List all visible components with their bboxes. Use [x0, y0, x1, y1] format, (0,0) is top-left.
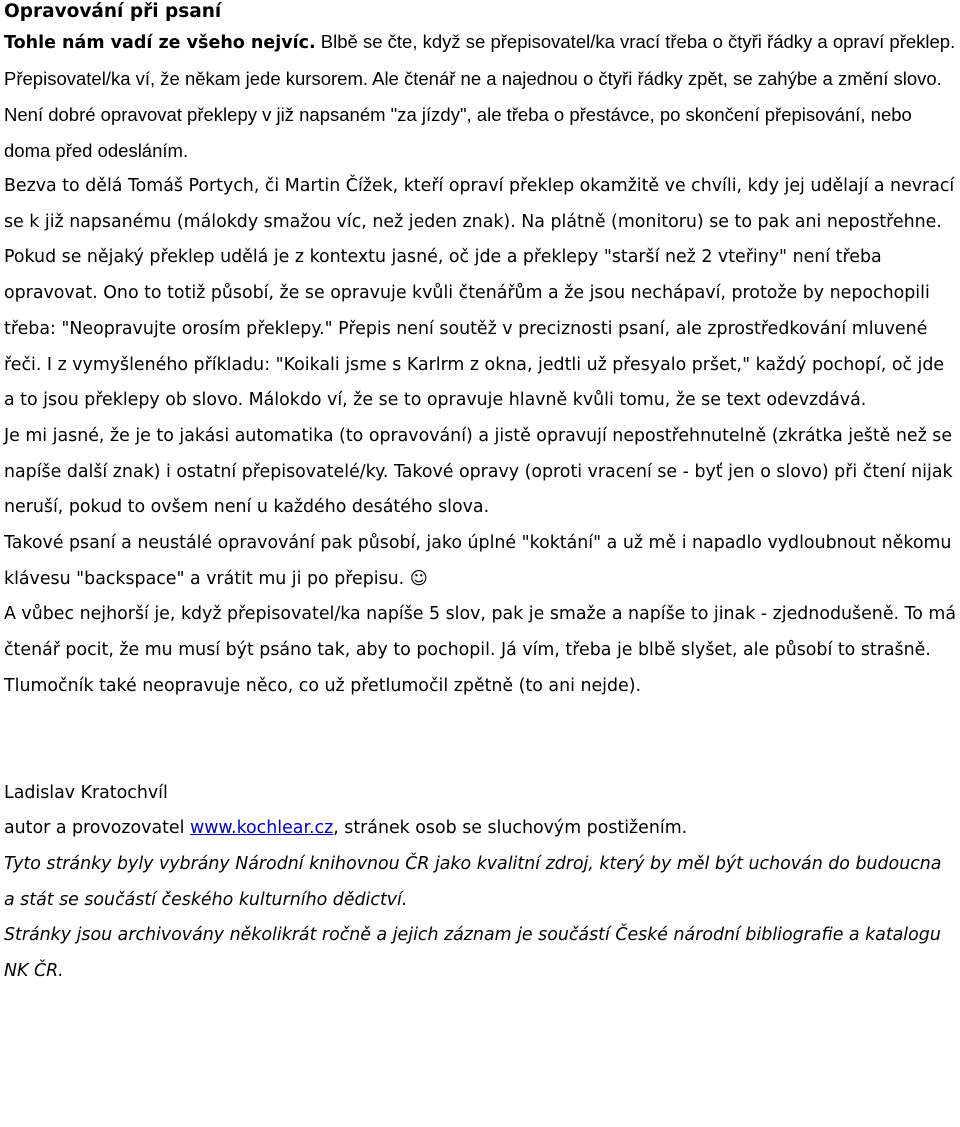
paragraph-5: A vůbec nejhorší je, když přepisovatel/ka napíše 5 slov, pak je smaže a napíše to jinak - zjednodušeně. To má čtenář pocit, že mu musí být psáno tak, aby to pochopil. Já vím, třeba je blbě slyšet, ale působí to strašně. Tlumočník také neopravuje něco, co už přetlumočil zpětně (to ani nejde).: [4, 604, 956, 696]
website-link[interactable]: www.kochlear.cz: [189, 818, 334, 839]
intro-bold-lead: Tohle nám vadí ze všeho nejvíc.: [4, 33, 316, 53]
spacer: [4, 705, 956, 776]
archive-note-2: Stránky jsou archivovány několikrát ročně a jejich záznam je součástí České národní bibliografie a katalogu NK ČR.: [4, 925, 941, 982]
author-name: Ladislav Kratochvíl: [4, 782, 168, 803]
paragraph-1: Bezva to dělá Tomáš Portych, či Martin Čížek, kteří opraví překlep okamžitě ve chvíli, kdy jej udělají a nevrací se k již napsanému (málokdy smažou víc, než jeden znak). Na plátně (monitoru) se to pak ani nepostřehne.: [4, 176, 955, 232]
author-role-suffix: , stránek osob se sluchovým postižením.: [333, 818, 688, 839]
intro-text: Blbě se čte, když se přepisovatel/ka vrací třeba o čtyři řádky a opraví překlep. Přepisovatel/ka ví, že někam jede kursorem. Ale čtenář ne a najednou o čtyři řádky zpět, se zahýbe a změní slovo. Není dobré opravovat překlepy v již napsaném "za jízdy", ale třeba o přestávce, po skončení přepisování, nebo doma před odesláním.: [4, 31, 956, 161]
document-page: [4, 0, 956, 990]
paragraph-2: Pokud se nějaký překlep udělá je z kontextu jasné, oč jde a překlepy "starší než 2 vteřiny" není třeba opravovat. Ono to totiž působí, že se opravuje kvůli čtenářům a že jsou nechápaví, protože by nepochopili třeba: "Neopravujte orosím překlepy." Přepis není soutěž v preciznosti psaní, ale zprostředkování mluvené řeči. I z vymyšleného příkladu: "Koikali jsme s Karlrm z okna, jedtli už přesyalo pršet," každý pochopí, oč jde a to jsou překlepy ob slovo. Málokdo ví, že se to opravuje hlavně kvůli tomu, že se text odevzdává.: [4, 247, 945, 411]
intro-paragraph: [4, 24, 956, 169]
page-title: Opravování při psaní: [4, 1, 222, 22]
author-role-prefix: autor a provozovatel: [4, 818, 190, 839]
paragraph-3: Je mi jasné, že je to jakási automatika (to opravování) a jistě opravují nepostřehnutelně (zkrátka ještě než se napíše další znak) i ostatní přepisovatelé/ky. Takové opravy (oproti vracení se - byť jen o slovo) při čtení nijak neruší, pokud to ovšem není u každého desátého slova.: [4, 425, 953, 518]
paragraph-4: Takové psaní a neustálé opravování pak působí, jako úplné "koktání" a už mě i napadlo vydloubnout někomu klávesu "backspace" a vrátit mu ji po přepisu. ☺: [4, 533, 952, 589]
archive-note-1: Tyto stránky byly vybrány Národní knihovnou ČR jako kvalitní zdroj, který by měl být uchován do budoucna a stát se součástí českého kulturního dědictví.: [4, 853, 942, 910]
author-role: [4, 811, 956, 847]
